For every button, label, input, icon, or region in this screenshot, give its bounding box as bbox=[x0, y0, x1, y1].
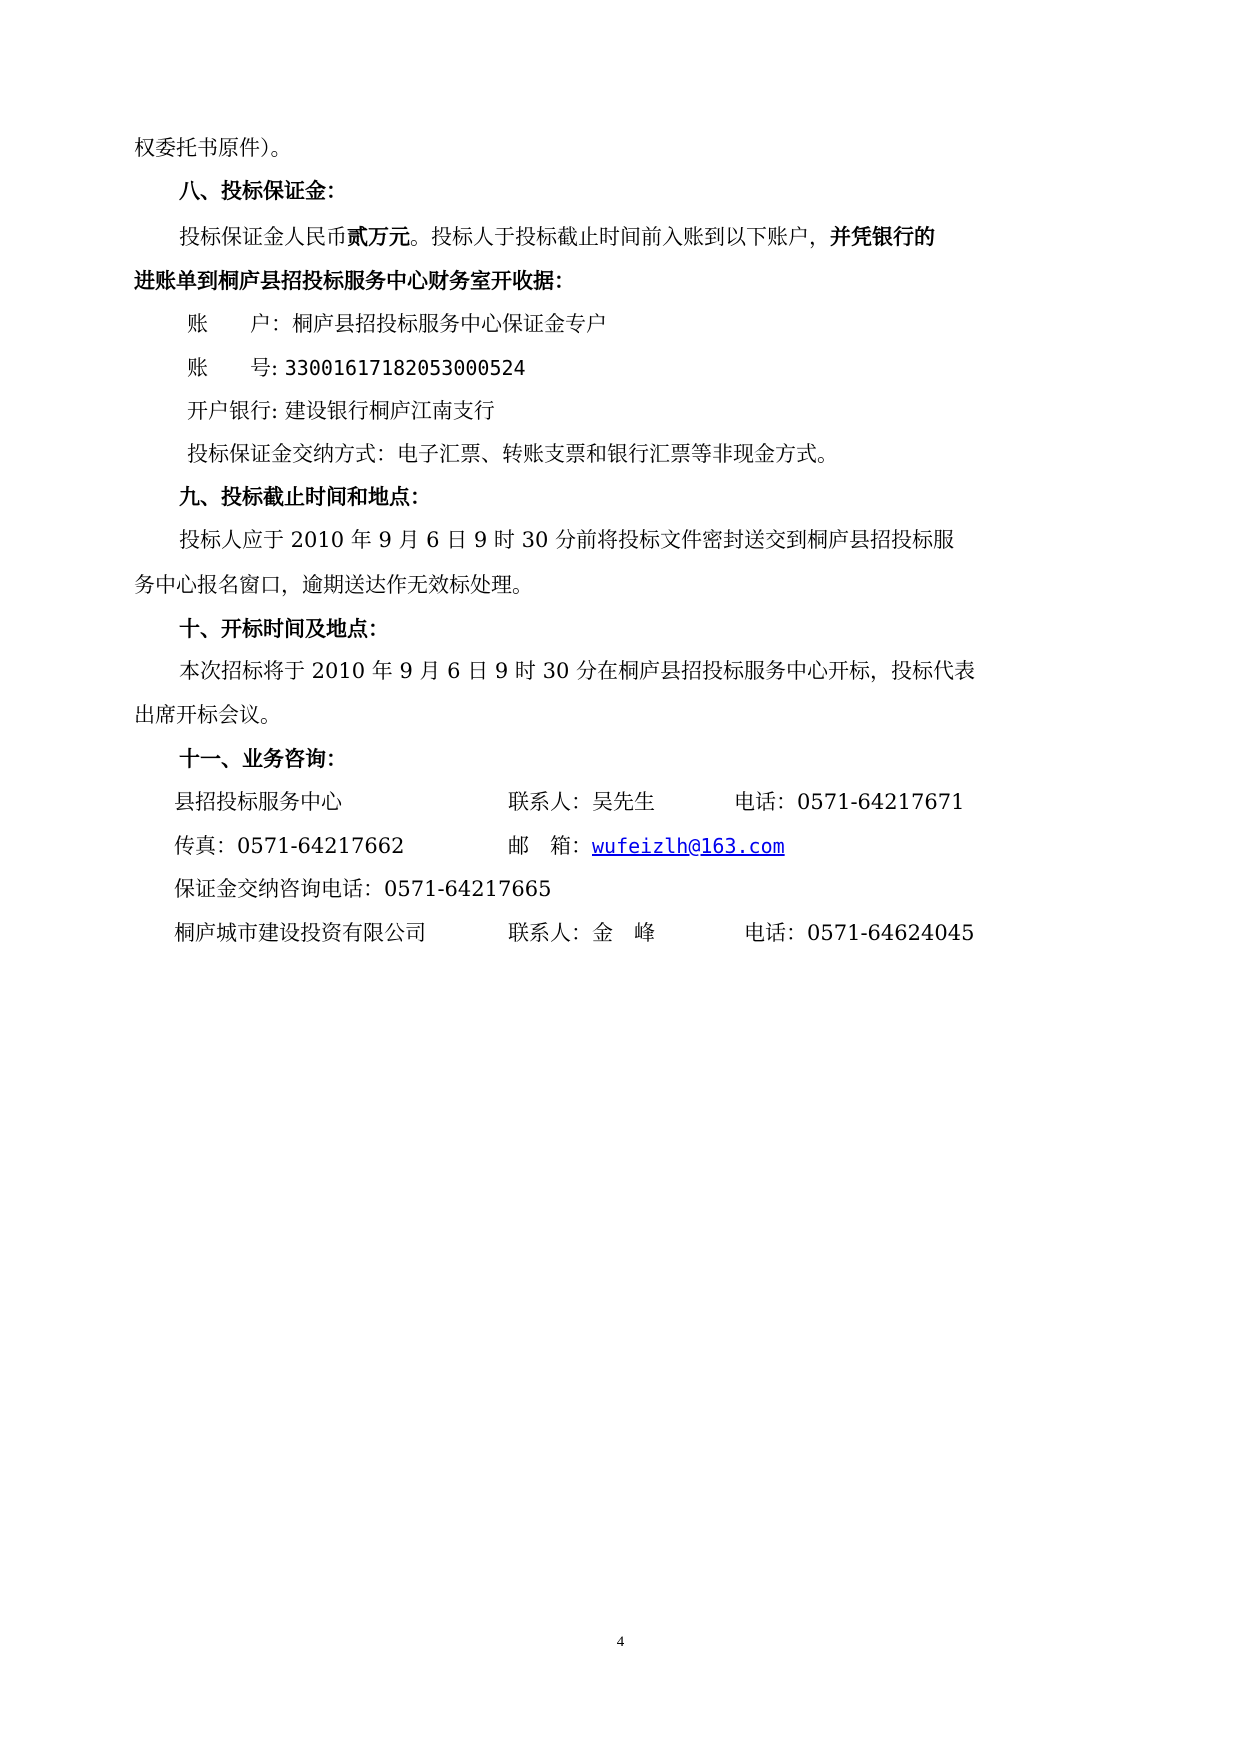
contact-person-1: 联系人：吴先生 bbox=[508, 790, 655, 814]
deposit-inquiry-phone: 保证金交纳咨询电话：0571-64217665 bbox=[174, 877, 552, 901]
account-name-value: 桐庐县招投标服务中心保证金专户 bbox=[292, 312, 607, 336]
section-8-paragraph-line-1 bbox=[179, 222, 935, 252]
deposit-amount: 贰万元 bbox=[347, 224, 410, 249]
email-label: 邮 箱： bbox=[508, 834, 592, 858]
contact-phone-2: 电话：0571-64624045 bbox=[744, 921, 975, 945]
bank-value: 建设银行桐庐江南支行 bbox=[284, 399, 495, 423]
account-number-value: 33001617182053000524 bbox=[284, 356, 526, 380]
contact-phone-1: 电话：0571-64217671 bbox=[734, 790, 965, 814]
payment-method-text: 投标保证金交纳方式：电子汇票、转账支票和银行汇票等非现金方式。 bbox=[187, 442, 838, 466]
contact-org-2: 桐庐城市建设投资有限公司 bbox=[174, 921, 426, 945]
account-number-row bbox=[187, 353, 526, 383]
email-row bbox=[508, 831, 785, 861]
email-link[interactable]: wufeizlh@163.com bbox=[592, 834, 785, 858]
deposit-text-a: 投标保证金人民币 bbox=[179, 225, 347, 249]
contact-person-2: 联系人：金 峰 bbox=[508, 921, 655, 945]
section-9-heading: 九、投标截止时间和地点： bbox=[179, 484, 431, 509]
section-11-heading: 十一、业务咨询： bbox=[179, 746, 347, 771]
page-number: 4 bbox=[616, 1634, 625, 1650]
section-8-heading: 八、投标保证金： bbox=[179, 178, 347, 203]
bank-row bbox=[187, 396, 495, 426]
section-8-paragraph-line-2: 进账单到桐庐县招投标服务中心财务室开收据： bbox=[134, 268, 575, 293]
carryover-text: 权委托书原件）。 bbox=[134, 136, 292, 160]
contact-org-1: 县招投标服务中心 bbox=[174, 790, 342, 814]
section-10-paragraph-line-1: 本次招标将于 2010 年 9 月 6 日 9 时 30 分在桐庐县招投标服务中心开标，投标代表 bbox=[179, 659, 975, 683]
deposit-text-c: 。投标人于投标截止时间前入账到以下账户， bbox=[410, 225, 830, 249]
fax-number: 传真：0571-64217662 bbox=[174, 834, 405, 858]
section-9-paragraph-line-1: 投标人应于 2010 年 9 月 6 日 9 时 30 分前将投标文件密封送交到桐庐县招投标服 bbox=[179, 528, 954, 552]
bank-label: 开户银行: bbox=[187, 399, 279, 423]
account-number-label: 账 号: bbox=[187, 356, 279, 380]
account-name-label: 账 户： bbox=[187, 312, 292, 336]
section-10-heading: 十、开标时间及地点： bbox=[179, 616, 389, 641]
account-name-row bbox=[187, 309, 607, 339]
deposit-text-d: 并凭银行的 bbox=[830, 224, 935, 249]
section-9-paragraph-line-2: 务中心报名窗口，逾期送达作无效标处理。 bbox=[134, 573, 533, 597]
section-10-paragraph-line-2: 出席开标会议。 bbox=[134, 703, 281, 727]
